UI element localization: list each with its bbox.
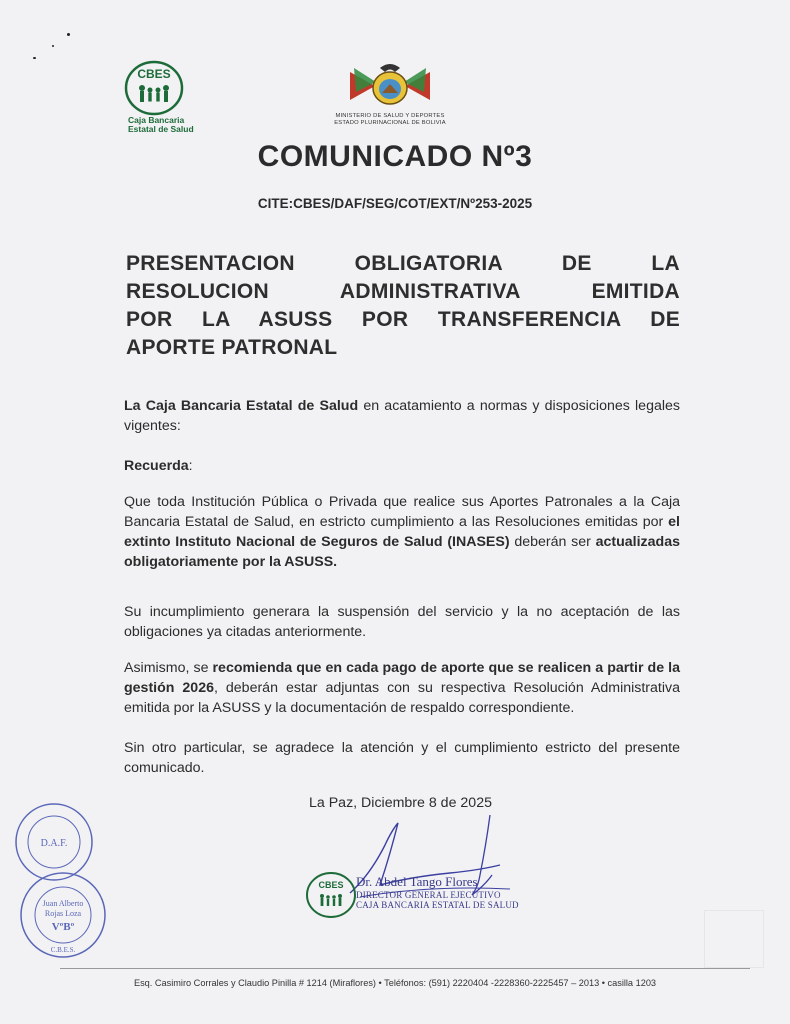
cotizaciones-stamp bbox=[14, 870, 112, 965]
recuerda-label: Recuerda bbox=[124, 458, 189, 474]
cbes-seal-text: CBES bbox=[318, 880, 344, 890]
recommendation-text-c: , deberán estar adjuntas con su respectiva Resolución Administrativa emitida por la ASUSS y la documentación de respaldo correspondiente. bbox=[124, 680, 680, 716]
paragraph-consequence: Su incumplimiento generara la suspensión del servicio y la no aceptación de las obligaciones ya citadas anteriormente. bbox=[124, 604, 680, 640]
requirement-text-c: deberán ser bbox=[509, 534, 596, 550]
heading-line: RESOLUCION ADMINISTRATIVA EMITIDA bbox=[126, 280, 680, 303]
paragraph-intro bbox=[124, 396, 680, 436]
bolivia-coat-of-arms-icon bbox=[340, 62, 440, 108]
stamp2-vobo: VºBº bbox=[51, 921, 75, 933]
intro-text: en acatamiento a normas y disposiciones legales vigentes: bbox=[124, 398, 680, 434]
cbes-seal-icon bbox=[304, 868, 358, 922]
document-heading bbox=[126, 250, 680, 362]
ministry-line2: ESTADO PLURINACIONAL DE BOLIVIA bbox=[334, 120, 446, 126]
cbes-logo-text: CBES bbox=[137, 67, 171, 81]
document-title: COMUNICADO Nº3 bbox=[257, 140, 533, 173]
faint-watermark-box bbox=[704, 910, 764, 968]
paragraph-requirement bbox=[124, 492, 680, 572]
footer-address: Esq. Casimiro Corrales y Claudio Pinilla # 1214 (Miraflores) • Teléfonos: (591) 2220404 -2228360-2225457 – 2013 • casilla 1203 bbox=[133, 978, 657, 988]
paragraph-recuerda bbox=[124, 456, 680, 476]
recuerda-colon: : bbox=[188, 458, 193, 474]
paragraph-recommendation bbox=[124, 658, 680, 718]
scan-speck bbox=[67, 33, 70, 36]
heading-line: PRESENTACION OBLIGATORIA DE LA bbox=[126, 252, 680, 275]
heading-line: POR LA ASUSS POR TRANSFERENCIA DE bbox=[126, 308, 680, 331]
ministry-line1: MINISTERIO DE SALUD Y DEPORTES bbox=[335, 113, 445, 119]
ministry-logo bbox=[305, 62, 475, 127]
signer-org: CAJA BANCARIA ESTATAL DE SALUD bbox=[356, 900, 519, 910]
scan-speck bbox=[52, 45, 54, 47]
cbes-name-line2: Estatal de Salud bbox=[128, 124, 194, 134]
document-cite: CITE:CBES/DAF/SEG/COT/EXT/Nº253-2025 bbox=[257, 196, 533, 211]
cbes-emblem-icon bbox=[124, 60, 220, 116]
stamp2-bottom: C.B.E.S. bbox=[50, 946, 76, 954]
stamp2-name2: Rojas Loza bbox=[44, 909, 82, 918]
heading-line: APORTE PATRONAL bbox=[126, 336, 338, 359]
paragraph-closing: Sin otro particular, se agradece la atención y el cumplimiento estricto del presente comunicado. bbox=[124, 740, 680, 776]
signer-role: DIRECTOR GENERAL EJECUTIVO bbox=[356, 890, 501, 900]
requirement-text-a: Que toda Institución Pública o Privada que realice sus Aportes Patronales a la Caja Bancaria Estatal de Salud, en estricto cumplimiento a las Resoluciones emitidas por bbox=[124, 494, 680, 530]
stamp2-name1: Juan Alberto bbox=[42, 899, 84, 908]
recommendation-text-b: recomienda que en cada pago de aporte que se realicen a partir de la gestión 2026 bbox=[124, 660, 680, 696]
requirement-text-b: el extinto Instituto Nacional de Seguros de Salud (INASES) bbox=[124, 514, 680, 550]
recommendation-text-a: Asimismo, se bbox=[124, 660, 213, 676]
signer-block bbox=[356, 874, 519, 910]
org-name-bold: La Caja Bancaria Estatal de Salud bbox=[124, 398, 359, 414]
cbes-name-line1: Caja Bancaria bbox=[128, 115, 185, 125]
signer-name: Dr. Abdel Tango Flores bbox=[356, 874, 478, 889]
requirement-text-d: actualizadas obligatoriamente por la ASUSS. bbox=[124, 534, 680, 570]
cotizaciones-stamp-icon bbox=[14, 870, 112, 960]
scan-speck bbox=[33, 57, 36, 59]
document-date: La Paz, Diciembre 8 de 2025 bbox=[309, 795, 492, 811]
footer-divider bbox=[60, 968, 750, 969]
daf-stamp-center: D.A.F. bbox=[40, 838, 68, 849]
cbes-logo bbox=[124, 60, 220, 134]
